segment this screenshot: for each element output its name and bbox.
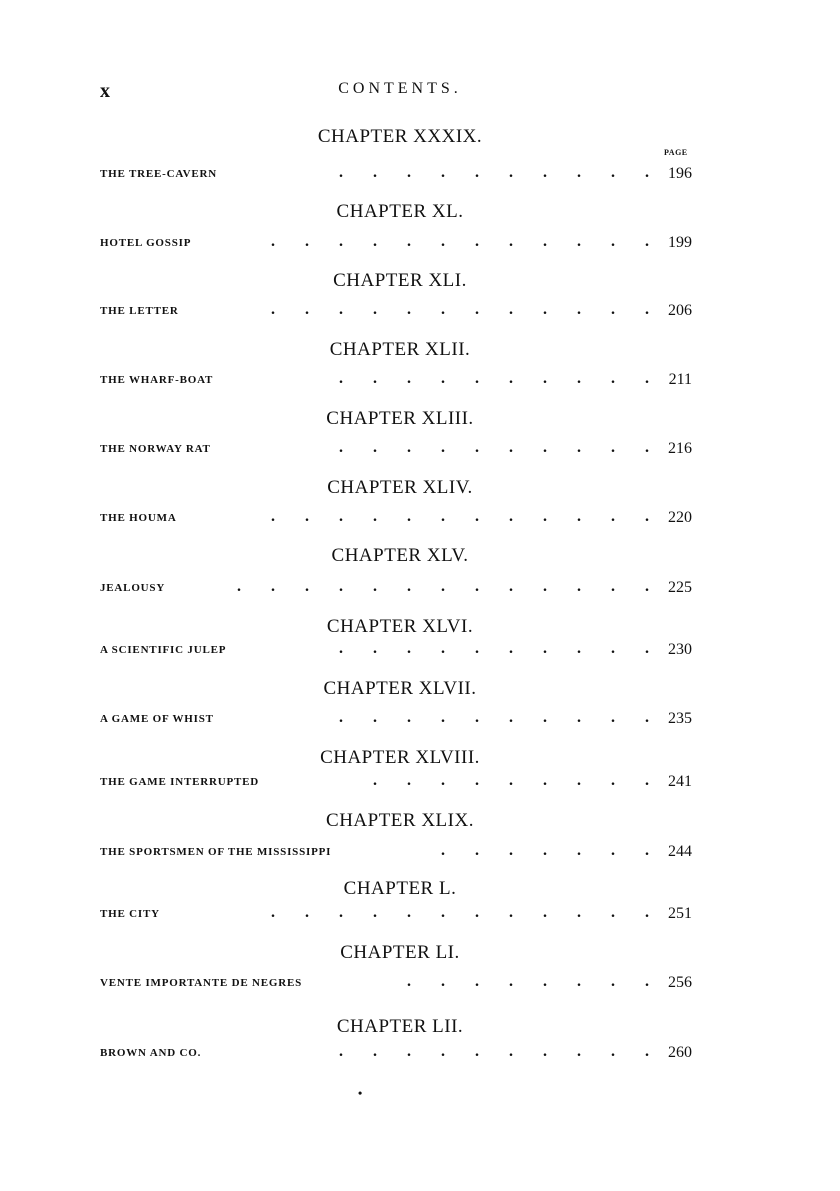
entry-title: BROWN AND CO. (100, 1047, 202, 1059)
toc-entry (100, 508, 692, 528)
entry-title: THE SPORTSMEN OF THE MISSISSIPPI (100, 846, 332, 858)
toc-entry (100, 709, 692, 729)
entry-page: 256 (668, 974, 692, 991)
dot-leader: . . . . . . . . . . (339, 370, 662, 387)
toc-entry (100, 164, 692, 184)
dot-leader: . . . . . . . . . . . . (271, 233, 662, 250)
chapter-heading: CHAPTER XLII. (329, 339, 471, 360)
dot-leader: . . . . . . . . . . . . . (237, 578, 662, 595)
chapter-heading: CHAPTER XL. (336, 201, 464, 222)
entry-page: 216 (668, 440, 692, 457)
page-column-label: PAGE (664, 148, 688, 157)
dot-leader: . . . . . . . . . . (339, 164, 662, 181)
toc-entry (100, 973, 692, 993)
chapter-heading: CHAPTER XLV. (331, 545, 469, 566)
entry-page: 196 (668, 165, 692, 182)
chapter-heading: CHAPTER XLI. (333, 270, 467, 291)
entry-page: 244 (668, 843, 692, 860)
page-number: x (100, 80, 110, 102)
dot-leader: . . . . . . . . . . . . (271, 508, 662, 525)
entry-title: THE TREE-CAVERN (100, 168, 218, 180)
toc-entry (100, 578, 692, 598)
entry-page: 235 (668, 710, 692, 727)
entry-title: A SCIENTIFIC JULEP (100, 644, 227, 656)
toc-entry (100, 640, 692, 660)
page-title: CONTENTS. (338, 80, 462, 97)
entry-page: 241 (668, 773, 692, 790)
chapter-heading: CHAPTER XLIII. (326, 408, 474, 429)
dot-leader: . . . . . . . . . . . . (271, 301, 662, 318)
toc-entry (100, 1043, 692, 1063)
entry-page: 251 (668, 905, 692, 922)
toc-entry (100, 370, 692, 390)
dot-leader: . . . . . . . . . (373, 772, 662, 789)
chapter-heading: CHAPTER L. (343, 878, 457, 899)
entry-title: JEALOUSY (100, 582, 166, 594)
entry-title: A GAME OF WHIST (100, 713, 214, 725)
entry-page: 260 (668, 1044, 692, 1061)
chapter-heading: CHAPTER XLIX. (326, 810, 474, 831)
chapter-heading: CHAPTER LII. (336, 1016, 464, 1037)
chapter-heading: CHAPTER XLIV. (327, 477, 473, 498)
entry-page: 211 (668, 371, 692, 388)
dot-leader: . . . . . . . . . . . . (271, 904, 662, 921)
entry-title: THE CITY (100, 908, 160, 920)
entry-title: THE GAME INTERRUPTED (100, 776, 260, 788)
toc-entry (100, 233, 692, 253)
toc-entry (100, 301, 692, 321)
entry-title: HOTEL GOSSIP (100, 237, 192, 249)
chapter-heading: CHAPTER XLVI. (326, 616, 474, 637)
dot-leader: . . . . . . . . . . (339, 1043, 662, 1060)
dot-leader: . . . . . . . . . . (339, 439, 662, 456)
dot-leader: . . . . . . . . (407, 973, 662, 990)
entry-page: 230 (668, 641, 692, 658)
chapter-heading: CHAPTER XLVIII. (320, 747, 480, 768)
entry-page: 206 (668, 302, 692, 319)
chapter-heading: CHAPTER XXXIX. (317, 126, 483, 147)
page-speck: • (358, 1086, 363, 1100)
entry-page: 225 (668, 579, 692, 596)
entry-page: 199 (668, 234, 692, 251)
dot-leader: . . . . . . . (441, 842, 662, 859)
entry-title: THE LETTER (100, 305, 179, 317)
dot-leader: . . . . . . . . . . (339, 640, 662, 657)
toc-entry (100, 772, 692, 792)
chapter-heading: CHAPTER LI. (340, 942, 460, 963)
chapter-heading: CHAPTER XLVII. (323, 678, 477, 699)
entry-page: 220 (668, 509, 692, 526)
toc-entry (100, 904, 692, 924)
toc-entry (100, 439, 692, 459)
entry-title: THE NORWAY RAT (100, 443, 211, 455)
entry-title: VENTE IMPORTANTE DE NEGRES (100, 977, 303, 989)
dot-leader: . . . . . . . . . . (339, 709, 662, 726)
entry-title: THE WHARF-BOAT (100, 374, 214, 386)
entry-title: THE HOUMA (100, 512, 177, 524)
toc-entry (100, 842, 692, 862)
